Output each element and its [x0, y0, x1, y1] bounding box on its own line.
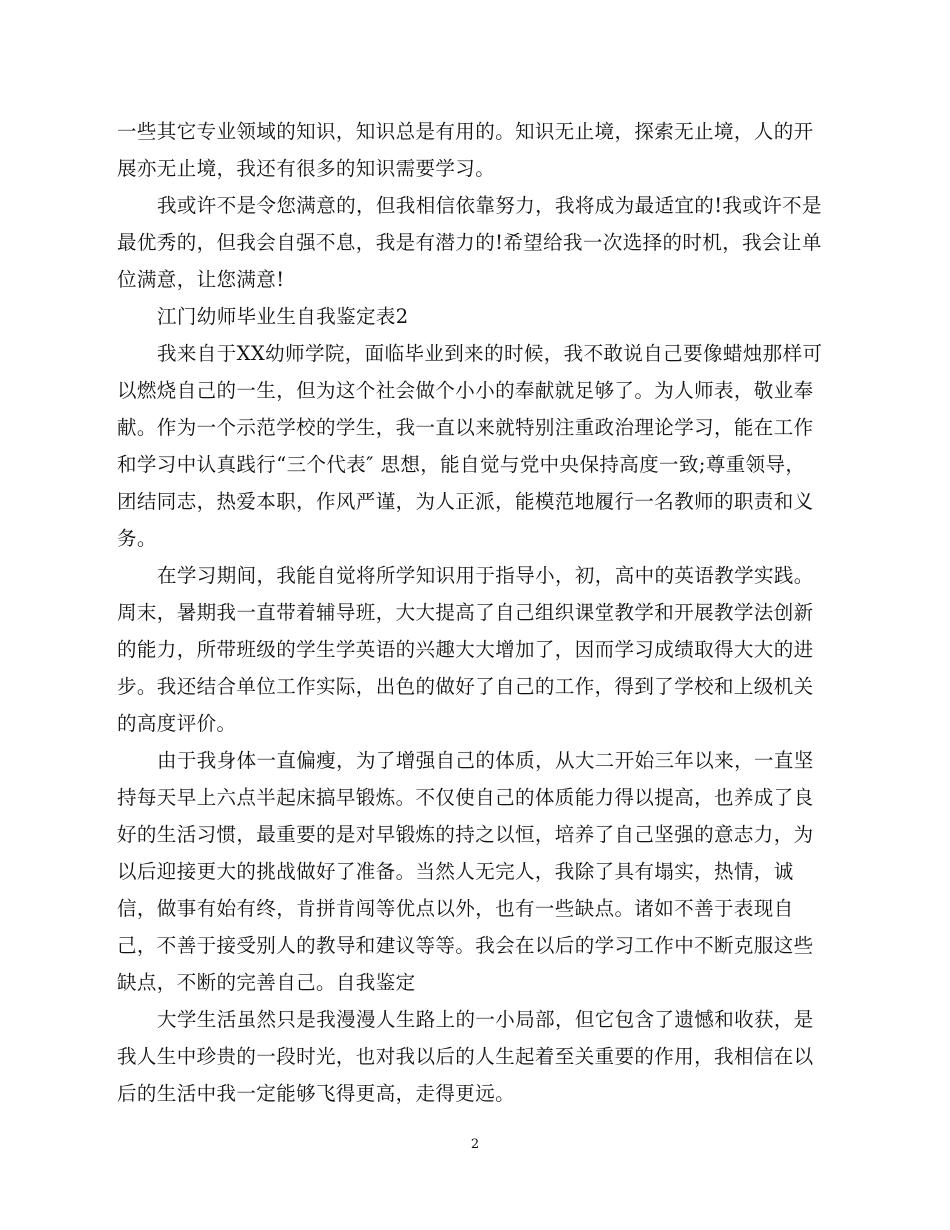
- text-line: 位满意，让您满意!: [117, 268, 285, 291]
- text-line: 后的生活中我一定能够飞得更高，走得更远。: [117, 1082, 516, 1105]
- text-line: 以燃烧自己的一生，但为这个社会做个小小的奉献就足够了。为人师表，敬业奉: [117, 379, 814, 402]
- text-line: 务。: [117, 527, 157, 550]
- text-line: 献。作为一个示范学校的学生，我一直以来就特别注重政治理论学习，能在工作: [117, 416, 814, 439]
- text-line: 持每天早上六点半起床搞早锻炼。不仅使自己的体质能力得以提高，也养成了良: [117, 786, 814, 809]
- paragraph-first-line: 大学生活虽然只是我漫漫人生路上的一小局部，但它包含了遗憾和收获，是: [157, 1008, 814, 1031]
- text-line: 最优秀的，但我会自强不息，我是有潜力的!希望给我一次选择的时机，我会让单: [117, 231, 822, 254]
- text-line: 步。我还结合单位工作实际，出色的做好了自己的工作，得到了学校和上级机关: [117, 675, 814, 698]
- text-line: 展亦无止境，我还有很多的知识需要学习。: [117, 157, 496, 180]
- text-line: 己，不善于接受别人的教导和建议等等。我会在以后的学习工作中不断克服这些: [117, 934, 814, 957]
- text-line: 和学习中认真践行“三个代表″ 思想，能自觉与党中央保持高度一致;尊重领导，: [117, 453, 806, 476]
- paragraph-first-line: 在学习期间，我能自觉将所学知识用于指导小，初，高中的英语教学实践。: [157, 564, 814, 587]
- paragraph-first-line: 我或许不是令您满意的，但我相信依靠努力，我将成为最适宜的!我或许不是: [157, 194, 822, 217]
- paragraph-first-line: 由于我身体一直偏瘦，为了增强自己的体质，从大二开始三年以来，一直坚: [157, 749, 814, 772]
- text-line: 缺点，不断的完善自己。自我鉴定: [117, 971, 416, 994]
- text-line: 的高度评价。: [117, 712, 237, 735]
- page-number: 2: [470, 1137, 480, 1152]
- text-line: 周末，暑期我一直带着辅导班，大大提高了自己组织课堂教学和开展教学法创新: [117, 601, 814, 624]
- text-line: 以后迎接更大的挑战做好了准备。当然人无完人，我除了具有塌实，热情，诚: [117, 860, 794, 883]
- text-line: 我人生中珍贵的一段时光，也对我以后的人生起着至关重要的作用，我相信在以: [117, 1045, 814, 1068]
- text-line: 团结同志，热爱本职，作风严谨，为人正派，能模范地履行一名教师的职责和义: [117, 490, 814, 513]
- paragraph-first-line: 江门幼师毕业生自我鉴定表2: [157, 305, 409, 328]
- text-line: 好的生活习惯，最重要的是对早锻炼的持之以恒，培养了自己坚强的意志力，为: [117, 823, 814, 846]
- text-line: 的能力，所带班级的学生学英语的兴趣大大增加了，因而学习成绩取得大大的进: [117, 638, 814, 661]
- text-line: 信，做事有始有终，肯拼肯闯等优点以外，也有一些缺点。诸如不善于表现自: [117, 897, 794, 920]
- paragraph-first-line: 我来自于XX幼师学院，面临毕业到来的时候，我不敢说自己要像蜡烛那样可: [157, 342, 823, 365]
- text-line: 一些其它专业领域的知识，知识总是有用的。知识无止境，探索无止境，人的开: [117, 120, 814, 143]
